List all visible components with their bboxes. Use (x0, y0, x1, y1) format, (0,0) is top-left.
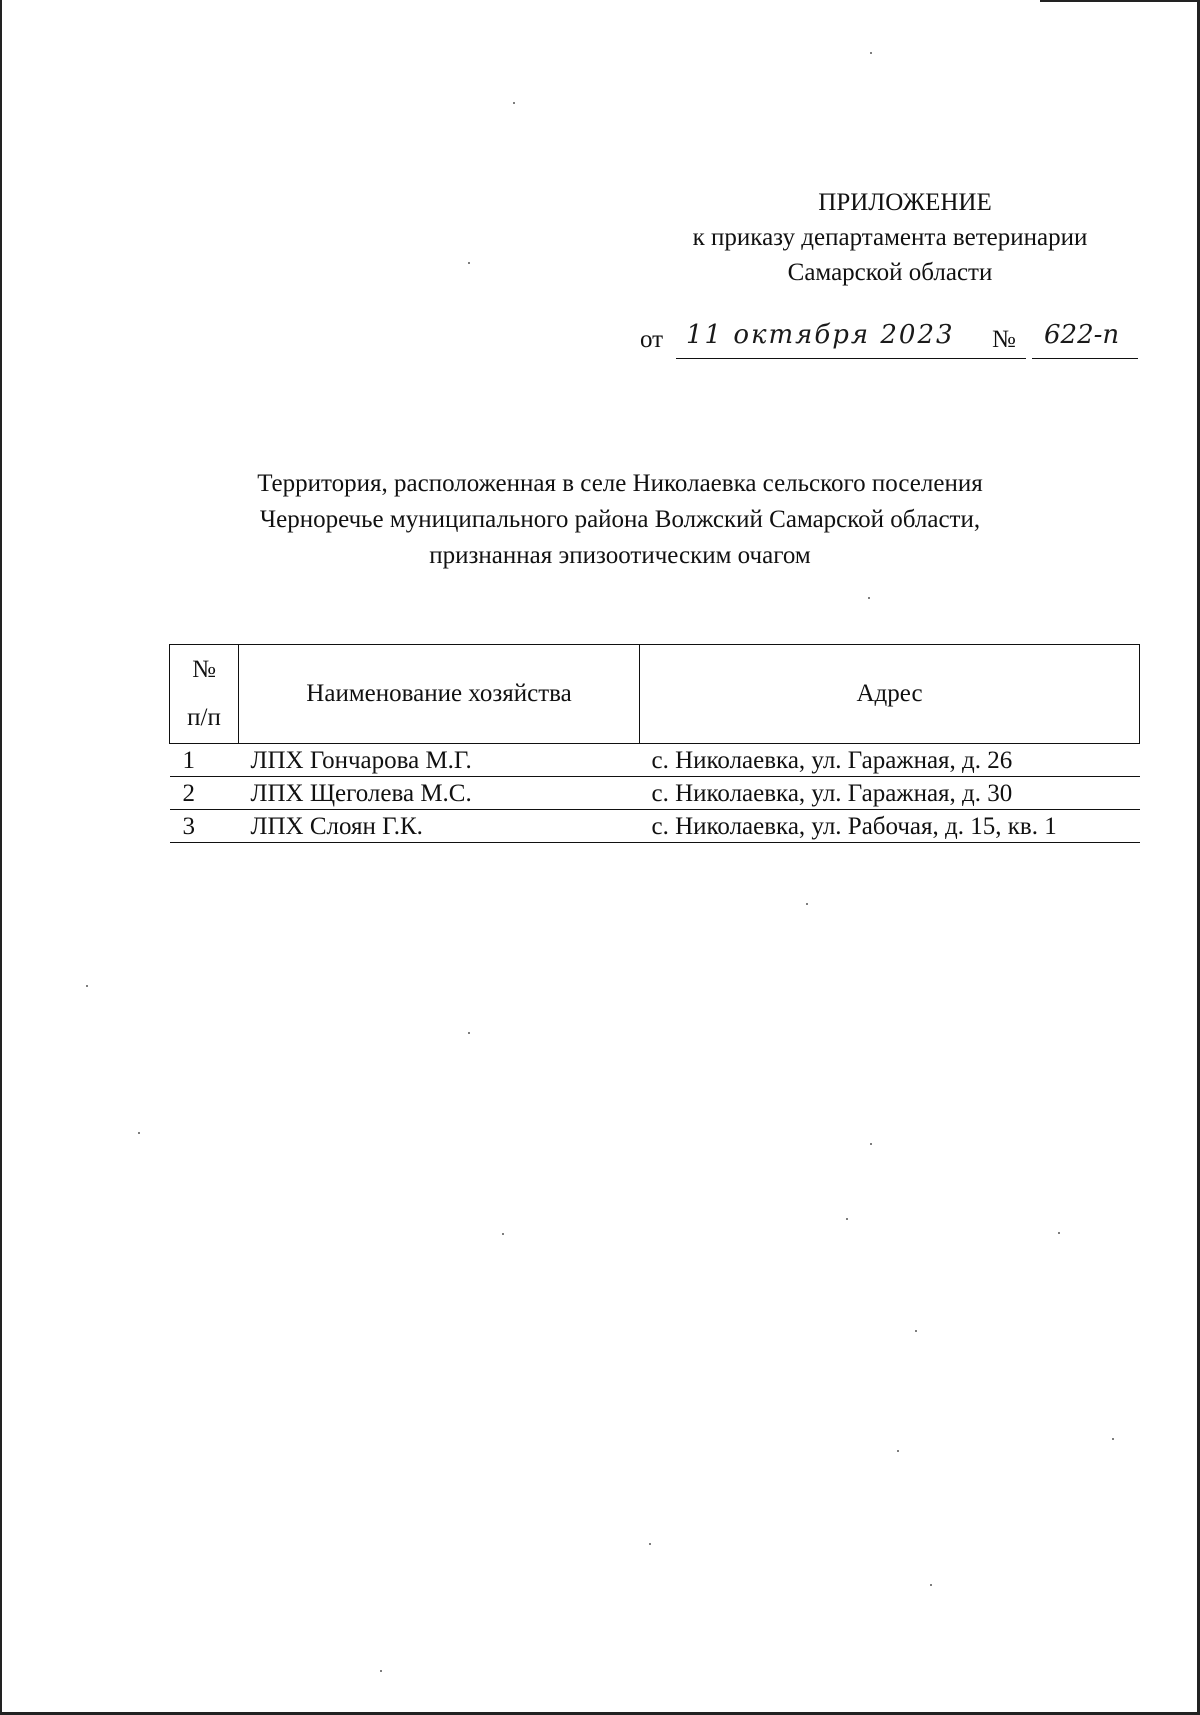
scan-speck (649, 1543, 651, 1545)
appendix-order-line: к приказу департамента ветеринарии (692, 224, 1088, 251)
scan-speck (897, 1450, 899, 1452)
row-farm-name: ЛПХ Слоян Г.К. (239, 810, 640, 843)
row-address: с. Николаевка, ул. Гаражная, д. 26 (640, 744, 1140, 777)
row-farm-name: ЛПХ Щеголева М.С. (239, 777, 640, 810)
document-title-line: Территория, расположенная в селе Николаевка сельского поселения (257, 470, 983, 497)
row-number: 2 (170, 777, 239, 810)
scan-speck (86, 985, 88, 987)
scan-speck (380, 1670, 382, 1672)
document-title-line: признанная эпизоотическим очагом (429, 542, 811, 569)
scan-edge-top (1040, 0, 1200, 2)
header-farm-name: Наименование хозяйства (239, 645, 640, 744)
table-row (170, 810, 1140, 843)
header-address: Адрес (640, 645, 1140, 744)
table-row (170, 744, 1140, 777)
order-number-handwritten: 622-п (1044, 320, 1120, 350)
row-farm-name: ЛПХ Гончарова М.Г. (239, 744, 640, 777)
appendix-region-line: Самарской области (787, 259, 993, 286)
row-number: 3 (170, 810, 239, 843)
table-row (170, 777, 1140, 810)
order-number-field (1032, 320, 1138, 359)
table-header-row (170, 645, 1140, 744)
order-reference (640, 320, 1140, 364)
header-number-sign: № (192, 656, 216, 683)
document-title-line: Черноречье муниципального района Волжский Самарской области, (259, 506, 981, 533)
scan-speck (513, 102, 515, 104)
order-date-field (676, 320, 1026, 359)
scan-speck (468, 1032, 470, 1034)
scan-edge-left (0, 0, 2, 1715)
scan-speck (870, 1143, 872, 1145)
scan-speck (870, 52, 872, 54)
appendix-title: ПРИЛОЖЕНИЕ (818, 189, 992, 216)
scan-speck (868, 597, 870, 599)
row-address: с. Николаевка, ул. Гаражная, д. 30 (640, 777, 1140, 810)
scan-speck (846, 1218, 848, 1220)
scan-speck (468, 262, 470, 264)
order-date-label: от (640, 326, 664, 353)
order-date-handwritten: 11 октября 2023 (686, 320, 955, 350)
farms-table (169, 644, 1140, 843)
scan-speck (1058, 1232, 1060, 1234)
header-number (170, 645, 239, 744)
scan-speck (138, 1132, 140, 1134)
scan-speck (930, 1584, 932, 1586)
row-address: с. Николаевка, ул. Рабочая, д. 15, кв. 1 (640, 810, 1140, 843)
row-number: 1 (170, 744, 239, 777)
scan-speck (1112, 1438, 1114, 1440)
appendix-header (640, 185, 1140, 290)
scan-speck (806, 903, 808, 905)
document-title (170, 466, 1070, 574)
scan-speck (502, 1233, 504, 1235)
scan-speck (915, 1330, 917, 1332)
header-number-pp: п/п (187, 704, 221, 731)
order-number-label: № (992, 326, 1016, 353)
